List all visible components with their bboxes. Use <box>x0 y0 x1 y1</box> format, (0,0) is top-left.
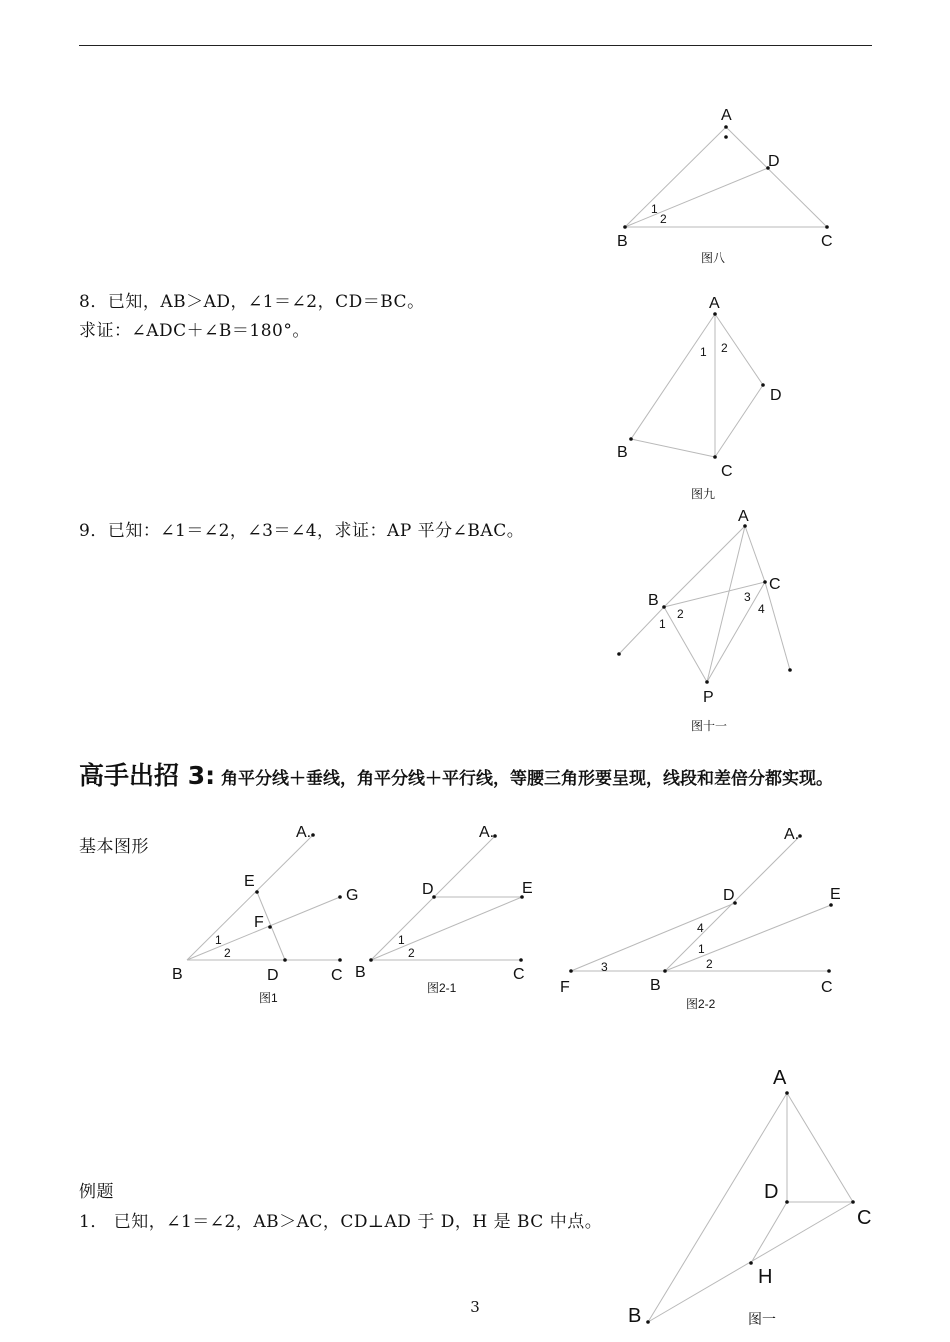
fig1-label-a: A. <box>296 824 312 841</box>
section-title: 高手出招 3: <box>79 761 216 790</box>
fig2-1-angle-2: 2 <box>408 946 415 960</box>
fig2-1-label-c: C <box>513 966 525 983</box>
fig8-label-c: C <box>821 233 833 250</box>
fig9-label-d: D <box>770 387 782 404</box>
fig2-2-label-a: A. <box>784 826 800 843</box>
fig8-angle-2: 2 <box>660 212 667 226</box>
fig-one-label-h: H <box>758 1266 773 1288</box>
fig2-2-label-c: C <box>821 979 833 996</box>
page-number: 3 <box>470 1298 480 1316</box>
fig1-angle-1: 1 <box>215 933 222 947</box>
fig11-label-b: B <box>648 592 659 609</box>
fig9-angle-2: 2 <box>721 341 728 355</box>
fig11-angle-3: 3 <box>744 590 751 604</box>
fig8-label-a: A <box>721 107 732 124</box>
figure-2-2 <box>560 826 841 1011</box>
problem-8-statement: 8．已知，AB＞AD，∠1＝∠2，CD＝BC。 <box>79 292 425 312</box>
fig2-2-angle-2: 2 <box>706 957 713 971</box>
fig-one-caption: 图一 <box>748 1311 776 1327</box>
example-problem-1: 1． 已知，∠1＝∠2，AB＞AC，CD⊥AD 于 D，H 是 BC 中点。 <box>79 1212 603 1232</box>
fig2-2-angle-3: 3 <box>601 960 608 974</box>
fig11-angle-4: 4 <box>758 602 765 616</box>
fig11-label-p: P <box>703 689 714 706</box>
fig-one-label-b: B <box>628 1305 642 1327</box>
fig9-angle-1: 1 <box>700 345 707 359</box>
fig1-label-f: F <box>254 914 264 931</box>
fig8-angle-1: 1 <box>651 202 658 216</box>
problem-9-statement: 9．已知：∠1＝∠2，∠3＝∠4，求证：AP 平分∠BAC。 <box>79 521 525 541</box>
figure-9 <box>617 295 782 501</box>
figure-2-1 <box>355 824 533 995</box>
fig11-angle-1: 1 <box>659 617 666 631</box>
fig11-angle-2: 2 <box>677 607 684 621</box>
basic-figures-label: 基本图形 <box>79 837 149 857</box>
figure-8 <box>617 107 833 265</box>
fig1-label-e: E <box>244 873 255 890</box>
fig9-label-b: B <box>617 444 628 461</box>
fig2-2-label-d: D <box>723 887 735 904</box>
fig8-label-b: B <box>617 233 628 250</box>
fig2-2-angle-4: 4 <box>697 921 704 935</box>
fig1-label-g: G <box>346 887 359 904</box>
fig2-2-label-f: F <box>560 979 570 996</box>
fig-one-label-d: D <box>764 1181 779 1203</box>
fig1-angle-2: 2 <box>224 946 231 960</box>
figure-11 <box>617 508 792 733</box>
section-subtitle: 角平分线＋垂线，角平分线＋平行线，等腰三角形要呈现，线段和差倍分都实现。 <box>215 769 834 789</box>
fig2-2-angle-1: 1 <box>698 942 705 956</box>
figure-one <box>628 1067 871 1327</box>
fig8-caption: 图八 <box>701 251 726 265</box>
fig2-2-label-b: B <box>650 977 661 994</box>
example-label: 例题 <box>79 1182 114 1202</box>
fig9-label-c: C <box>721 463 733 480</box>
fig9-label-a: A <box>709 295 720 312</box>
fig1-label-b: B <box>172 966 183 983</box>
fig8-label-d: D <box>768 153 780 170</box>
fig2-1-label-b: B <box>355 964 366 981</box>
fig2-2-caption: 图2-2 <box>686 997 716 1011</box>
figure-1 <box>172 824 358 1005</box>
problem-8-goal: 求证：∠ADC＋∠B＝180°。 <box>79 321 310 341</box>
fig-one-label-c: C <box>857 1207 872 1229</box>
fig2-1-label-d: D <box>422 881 434 898</box>
fig2-2-label-e: E <box>830 886 841 903</box>
fig1-caption: 图1 <box>259 991 278 1005</box>
fig9-caption: 图九 <box>691 487 716 501</box>
fig2-1-caption: 图2-1 <box>427 981 457 995</box>
fig2-1-label-a: A. <box>479 824 495 841</box>
fig2-1-label-e: E <box>522 880 533 897</box>
fig1-label-c: C <box>331 967 343 984</box>
fig11-label-a: A <box>738 508 749 525</box>
fig11-label-c: C <box>769 576 781 593</box>
fig1-label-d: D <box>267 967 279 984</box>
fig2-1-angle-1: 1 <box>398 933 405 947</box>
fig11-caption: 图十一 <box>691 719 728 733</box>
fig-one-label-a: A <box>773 1067 787 1089</box>
